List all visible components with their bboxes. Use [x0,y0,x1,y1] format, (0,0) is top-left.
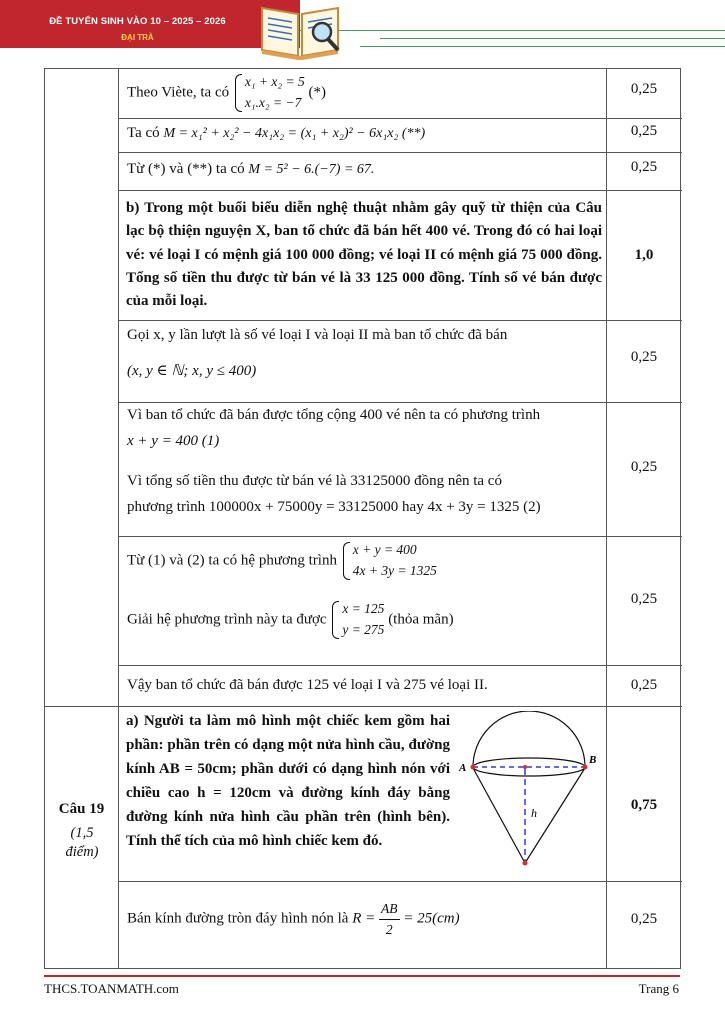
question-a: a) Người ta làm mô hình một chiếc kem gồm hai phần: phần trên có dạng một nửa hình cầu, đường kính AB = 50cm; phần dưới có dạng hình nón với chiều cao h = 120cm và đường kính đáy bằng đường kính nửa hình cầu phần trên (hình bên). Tính thể tích của mô hình chiếc kem đó. [126,713,450,849]
row-text: Từ (*) và (**) ta có [127,161,245,177]
header-title: ĐỀ TUYỂN SINH VÀO 10 – 2025 – 2026 [49,16,226,27]
book-magnifier-icon [258,0,342,62]
equation-system [341,540,437,582]
row-divider [118,402,682,403]
score: 0,25 [630,349,658,365]
formula: = 25(cm) [403,910,460,927]
row-text: Giải hệ phương trình này ta được [127,611,327,628]
score: 0,25 [630,159,658,175]
equation-line: x₁ + x₂ = 5 [244,74,305,89]
score: 0,75 [630,797,658,813]
equation-system [233,72,305,114]
row-divider [118,881,682,882]
row-divider [118,320,682,321]
score: 0,25 [630,677,658,693]
equation-system [330,599,384,641]
equation-line: 4x + 3y = 1325 [352,562,437,578]
question-number: Câu 19 [58,801,105,817]
row-divider [118,536,682,537]
header-rule [380,38,725,39]
fraction-numerator: AB [379,899,400,920]
row-viete [127,72,326,114]
formula: M = 5² − 6.(−7) = 67. [248,162,375,177]
score: 0,25 [630,459,658,475]
equation-line: x₁.x₂ = −7 [244,94,302,110]
row-text: Theo Viète, ta có [127,84,230,101]
footer-site: THCS.TOANMATH.com [44,981,179,996]
formula: M = x₁² + x₂² − 4x₁x₂ = (x₁ + x₂)² − 6x₁x₂ (**) [163,126,426,141]
header-rule [360,46,725,47]
variable-definition: Gọi x, y lần lượt là số vé loại I và loại II mà ban tổ chức đã bán [127,327,508,343]
row-text: Từ (1) và (2) ta có hệ phương trình [127,552,337,569]
score: 0,25 [630,123,658,139]
score: 0,25 [630,81,658,97]
equation-2: phương trình 100000x + 75000y = 33125000 hay 4x + 3y = 1325 (2) [127,499,541,515]
column-divider [606,69,607,968]
score: 1,0 [634,247,654,263]
equation-1-reason: Vì ban tổ chức đã bán được tổng cộng 400 vé nên ta có phương trình [127,407,541,423]
equation-2-reason: Vì tổng số tiền thu được từ bán vé là 33125000 đồng nên ta có [127,473,502,489]
row-divider [118,665,682,666]
equation-line: x = 125 [342,601,385,616]
variable-condition: (x, y ∈ ℕ; x, y ≤ 400) [127,363,257,379]
row-divider [118,152,682,153]
page-number: Trang 6 [638,981,679,996]
column-divider [118,69,119,968]
row-m-expression [127,123,425,145]
question-points: (1,5 điểm) [65,825,99,860]
row-text: Bán kính đường tròn đáy hình nón là [127,910,349,927]
fraction [379,899,400,939]
header-subtitle: ĐẠI TRÀ [121,33,154,42]
point-label-b: B [589,754,597,766]
row-divider [118,118,682,119]
row-divider [45,706,682,707]
footer-rule [44,975,680,977]
height-label: h [531,806,537,820]
radius-row [127,899,460,939]
formula: R = [352,910,376,927]
row-text: (thỏa mãn) [388,611,454,628]
header-rule [300,30,725,31]
equation-tag: (*) [308,84,326,101]
conclusion: Vậy ban tổ chức đã bán được 125 vé loại I và 275 vé loại II. [127,677,488,693]
point-label-a: A [459,762,467,774]
row-text: Ta có [127,125,160,141]
equation-line: y = 275 [342,621,385,637]
score: 0,25 [630,591,658,607]
question-b: b) Trong một buổi biểu diễn nghệ thuật nhằm gây quỹ từ thiện của Câu lạc bộ thiện nguyện X, ban tổ chức đã bán hết 400 vé. Trong đó có hai loại vé: vé loại I có mệnh giá 100 000 đồng; vé loại II có mệnh giá 75 000 đồng. Tổng số tiền thu được từ bán vé là 33 125 000 đồng. Tính số vé bán được của mỗi loại. [126,200,602,309]
fraction-denominator: 2 [385,921,393,937]
solution-row [127,599,454,641]
score: 0,25 [630,911,658,927]
ice-cream-figure [457,711,603,871]
row-m-value [127,159,374,181]
equation-line: x + y = 400 [352,542,417,557]
system-row [127,540,437,582]
equation-1: x + y = 400 (1) [127,433,220,449]
row-divider [118,190,682,191]
answer-table [44,68,681,969]
